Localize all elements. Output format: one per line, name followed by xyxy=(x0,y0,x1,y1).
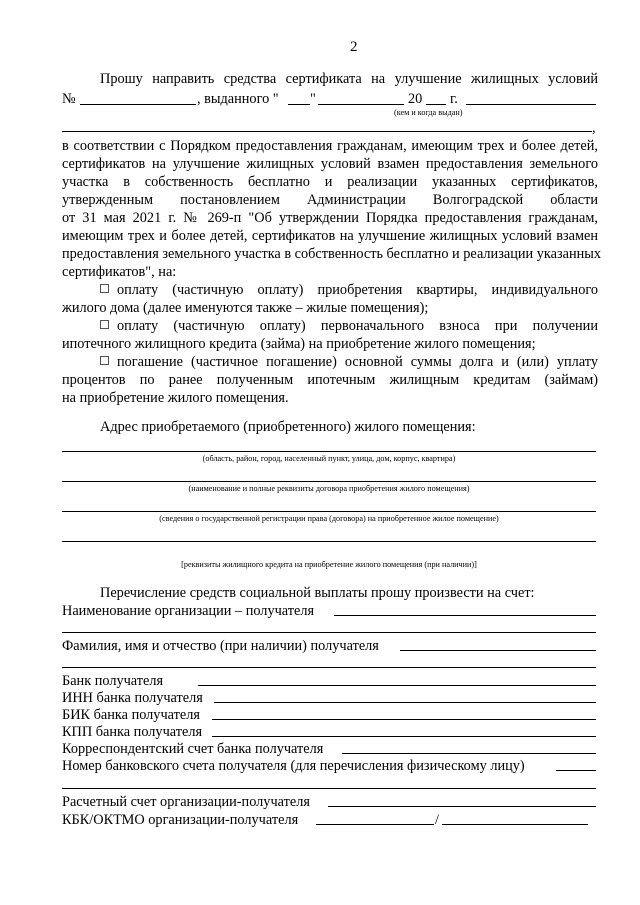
address-caption: (область, район, город, населенный пункт, улица, дом, корпус, квартира) xyxy=(202,454,456,463)
paragraph-last-line: сертификатов", на: xyxy=(62,264,177,280)
option-purchase-line2: жилого дома (далее именуются также – жилые помещения); xyxy=(62,300,429,316)
registration-caption: (сведения о государственной регистрации права (договора) на приобретенное жилое помещение) xyxy=(159,514,499,523)
paragraph-line: предоставления земельного участка в собственность бесплатно и реализации указанных xyxy=(62,246,601,262)
recipient-name-field-continued[interactable] xyxy=(62,667,596,668)
recipient-name-label: Фамилия, имя и отчество (при наличии) получателя xyxy=(62,638,379,654)
contract-field[interactable] xyxy=(62,481,596,482)
issue-year-prefix: 20 xyxy=(408,91,423,107)
issuer-field-full[interactable] xyxy=(62,131,592,132)
bank-account-field[interactable] xyxy=(556,770,596,771)
option-down-payment-line1: оплату (частичную оплату) первоначального взноса при получении xyxy=(117,318,598,334)
issued-quote: " xyxy=(310,91,316,107)
bank-account-label: Номер банковского счета получателя (для перечисления физическому лицу) xyxy=(62,758,525,774)
address-heading: Адрес приобретаемого (приобретенного) жилого помещения: xyxy=(100,419,476,435)
option-purchase[interactable] xyxy=(100,281,598,299)
org-name-label: Наименование организации – получателя xyxy=(62,603,315,619)
certificate-number-field[interactable] xyxy=(80,104,196,105)
paragraph-line: имеющим трех и более детей, сертификатов на улучшение жилищных условий взамен xyxy=(62,228,598,244)
issuer-comma: , xyxy=(592,120,596,136)
checkbox-repayment[interactable] xyxy=(100,356,109,365)
bank-account-field-continued[interactable] xyxy=(62,788,596,789)
checkbox-down-payment[interactable] xyxy=(100,320,109,329)
option-repayment-line3: на приобретение жилого помещения. xyxy=(62,390,289,406)
bank-field[interactable] xyxy=(198,685,596,686)
recipient-name-field[interactable] xyxy=(400,650,596,651)
kbk-field[interactable] xyxy=(316,824,434,825)
option-down-payment-line2: ипотечного жилищного кредита (займа) на приобретение жилого помещения; xyxy=(62,336,536,352)
issuer-field-inline[interactable] xyxy=(466,104,596,105)
loan-field[interactable] xyxy=(62,541,596,542)
org-name-field-continued[interactable] xyxy=(62,632,596,633)
corr-account-label: Корреспондентский счет банка получателя xyxy=(62,741,324,757)
issuer-caption: (кем и когда выдан) xyxy=(394,108,463,117)
inn-field[interactable] xyxy=(214,702,596,703)
paragraph-line: утвержденным постановлением Администрации Волгоградской области xyxy=(62,192,598,208)
issue-year-field[interactable] xyxy=(426,104,446,105)
issue-month-field[interactable] xyxy=(318,104,404,105)
paragraph-line: сертификатов на улучшение жилищных условий взамен предоставления земельного xyxy=(62,156,598,172)
payment-heading: Перечисление средств социальной выплаты прошу произвести на счет: xyxy=(100,585,535,601)
option-purchase-line1: оплату (частичную оплату) приобретения квартиры, индивидуального xyxy=(117,282,598,298)
request-first-line-text: Прошу направить средства сертификата на улучшение жилищных условий xyxy=(100,71,598,87)
corr-account-field[interactable] xyxy=(342,753,596,754)
loan-caption: [реквизиты жилищного кредита на приобретение жилого помещения (при наличии)] xyxy=(181,560,477,569)
inn-label: ИНН банка получателя xyxy=(62,690,203,706)
option-repayment[interactable] xyxy=(100,353,598,371)
bank-label: Банк получателя xyxy=(62,673,164,689)
certificate-number-label: № xyxy=(62,91,76,107)
request-first-line xyxy=(100,70,598,88)
checkbox-purchase[interactable] xyxy=(100,284,109,293)
bik-field[interactable] xyxy=(212,719,596,720)
settlement-account-field[interactable] xyxy=(328,806,596,807)
registration-field[interactable] xyxy=(62,511,596,512)
oktmo-field[interactable] xyxy=(442,824,588,825)
kpp-label: КПП банка получателя xyxy=(62,724,203,740)
paragraph-line: в соответствии с Порядком предоставления гражданам, имеющим трех и более детей, xyxy=(62,138,598,154)
issued-label: , выданного " xyxy=(197,91,279,107)
issue-day-field[interactable] xyxy=(288,104,310,105)
option-repayment-line1: погашение (частичное погашение) основной суммы долга и (или) уплату xyxy=(117,354,598,370)
paragraph-line: от 31 мая 2021 г. № 269-п "Об утверждении Порядка предоставления гражданам, xyxy=(62,210,598,226)
org-name-field[interactable] xyxy=(334,615,596,616)
bik-label: БИК банка получателя xyxy=(62,707,200,723)
year-abbrev: г. xyxy=(450,91,458,107)
contract-caption: (наименование и полные реквизиты договора приобретения жилого помещения) xyxy=(188,484,470,493)
kbk-oktmo-separator: / xyxy=(435,812,439,828)
address-field[interactable] xyxy=(62,451,596,452)
kpp-field[interactable] xyxy=(212,736,596,737)
option-repayment-line2: процентов по ранее полученным ипотечным жилищным кредитам (займам) xyxy=(62,372,598,388)
option-down-payment[interactable] xyxy=(100,317,598,335)
kbk-oktmo-label: КБК/ОКТМО организации-получателя xyxy=(62,812,299,828)
paragraph-line: участка в собственность бесплатно и реализации указанных сертификатов, xyxy=(62,174,598,190)
settlement-account-label: Расчетный счет организации-получателя xyxy=(62,794,310,810)
page-number: 2 xyxy=(350,39,358,55)
